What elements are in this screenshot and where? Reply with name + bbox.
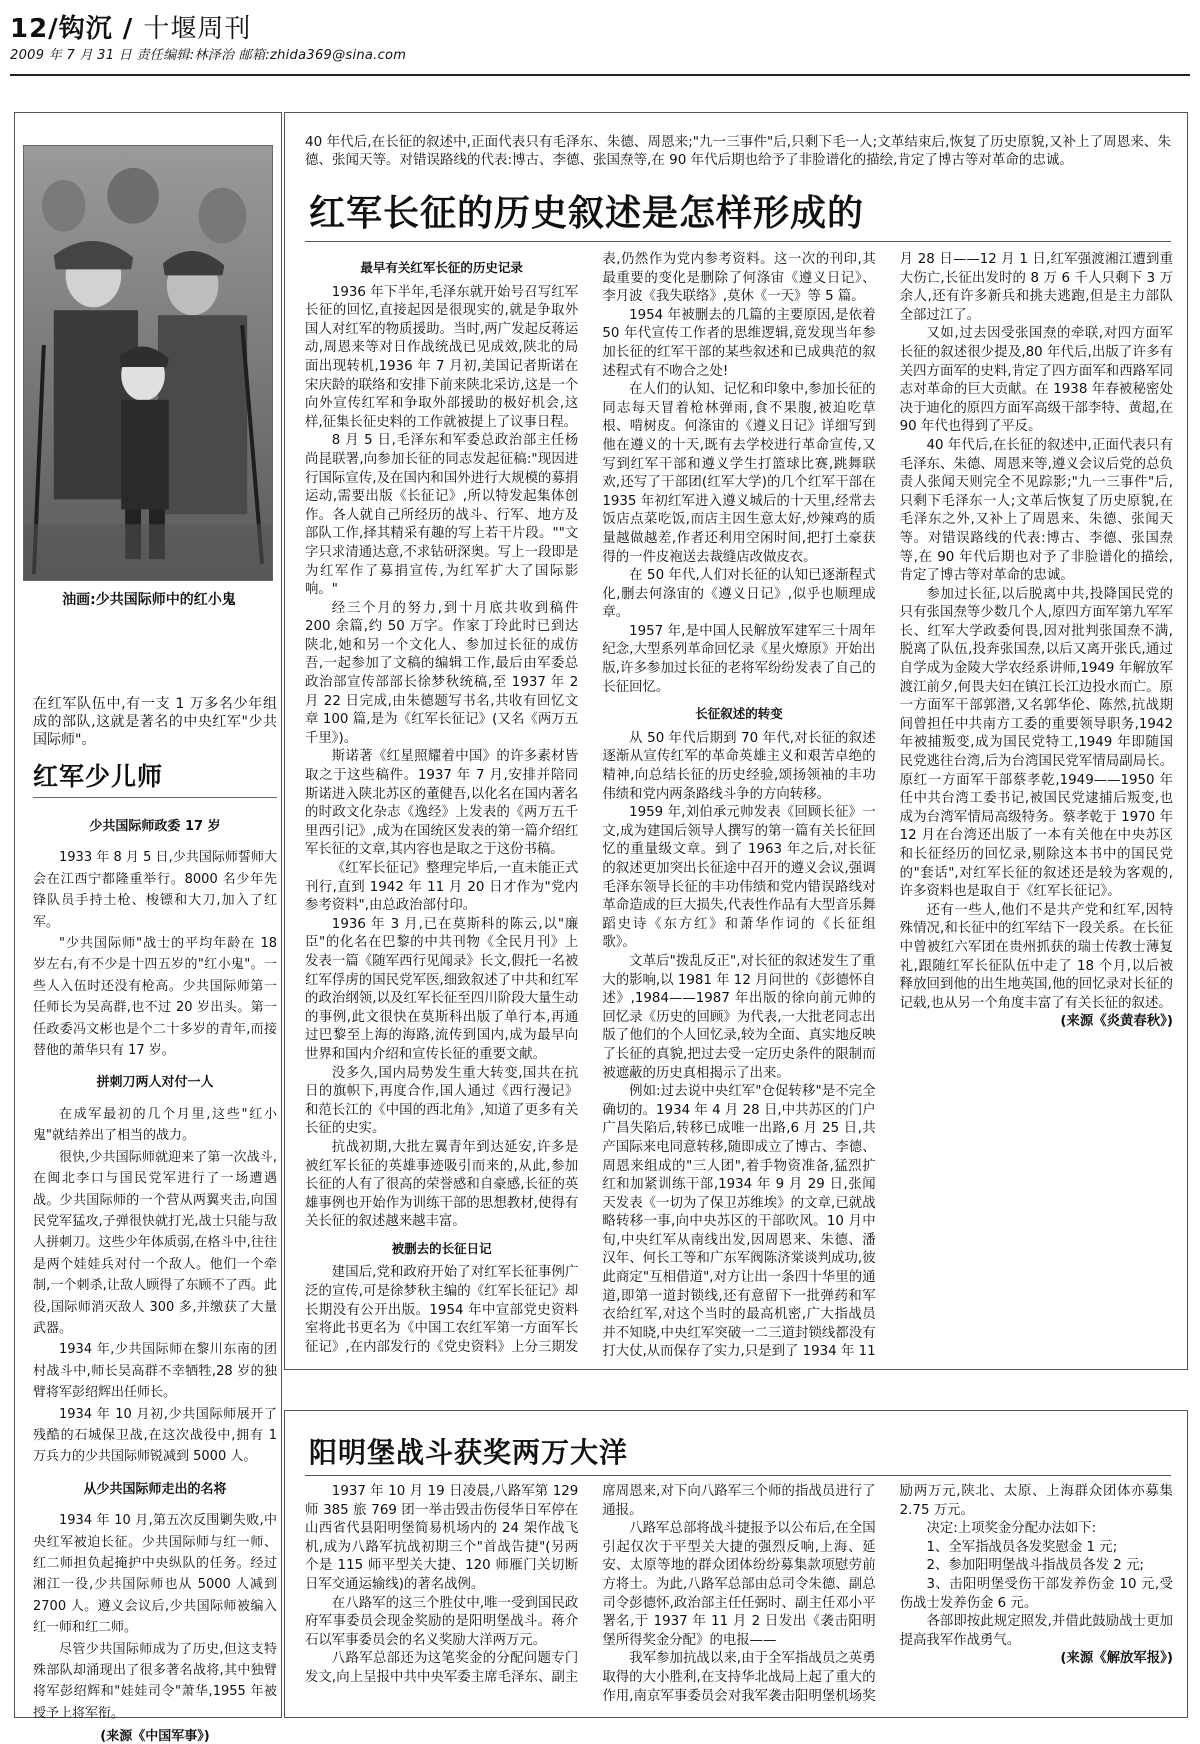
paragraph: 40 年代后,在长征的叙述中,正面代表只有毛泽东、朱德、周恩来等,遵义会议后党的总负责人张闻天则完全不见踪影;"九一三事件"后,只剩下毛泽东一人;文革后恢复了历史原貌,在毛泽东之外,又补上了周恩来、朱德、张闻天等。对错误路线的代表:博古、李德、张国焘等,在 90 年代后期也对予了非脸谱化的描绘,肯定了博古等对革命的忠诚。 [899,437,1173,584]
paragraph: 1954 年被删去的几篇的主要原因,是依着 50 年代宣传工作者的思维逻辑,竟发现当年参加长征的红军干部的某些叙述和已成典范的叙述程式有不吻合之处! [602,307,876,379]
paragraph: 建国后,党和政府开始了对红军长征事例广泛的宣传,可是徐梦秋主编的《红军长征记》却长期没有公开出版。1954 年中宣部党史资料室将此书更名为《中国工农红军第一方面军长征记》,在内部发行的《党史资料》上分三期发表,仍然作为党内参考资料。这一次的刊印,其最重要的变化是删除了何涤宙《遵义日记》、李月波《我失联络》,莫休《一天》等 5 篇。 [305,252,876,1355]
paragraph: 八路军总部还为这笔奖金的分配问题专门发文,向上呈报中共中央军委主席毛泽东、副主席周恩来,对下向八路军三个师的指战员进行了通报。 [305,1484,876,1685]
main-article [284,112,1188,1370]
issue-meta: 2009 年 7 月 31 日 责任编辑:林泽治 邮箱:zhida369@sina.com [10,48,407,63]
left-column-article [14,112,282,1744]
paragraph: 很快,少共国际师就迎来了第一次战斗,在闽北李口与国民党军进行了一场遭遇战。少共国际师的一个营从两翼夹击,向国民党军猛攻,子弹很快就打光,战士只能与敌人拼刺刀。这些少年体质弱,在格斗中,往往是两个娃娃兵对付一个敌人。他们一个牵制,一个刺杀,让敌人顾得了东顾不了西。此役,国际师消灭敌人 300 多,并缴获了大量武器。 [33,1149,277,1336]
paragraph: 1936 年 3 月,已在莫斯科的陈云,以"廉臣"的化名在巴黎的中共刊物《全民月刊》上发表一篇《随军西行见闻录》长文,假托一名被红军俘虏的国民党军医,细致叙述了中共和红军的政治纲领,以及红军长征至四川阶段大量生动的事例,此文很快在莫斯科出版了单行本,再通过巴黎至上海的海路,流传到国内,成为最早向世界和国内介绍和宣传长征的重要文献。 [305,916,579,1062]
paragraph: 1959 年,刘伯承元帅发表《回顾长征》一文,成为建国后领导人撰写的第一篇有关长征回忆的重量级文章。到了 1963 年之后,对长征的叙述更加突出长征途中召开的遵义会议,强调毛泽东领导长征的丰功伟绩和党内错误路线对革命造成的巨大损失,代表性作品有大型音乐舞蹈史诗《东方红》和萧华作词的《长征组歌》。 [602,805,876,951]
article-headline: 阳明堡战斗获奖两万大洋 [309,1436,629,1469]
section-heading: 最早有关红军长征的历史记录 [360,260,523,275]
article-headline: 红军少儿师 [33,762,164,791]
paragraph: 1934 年 10 月初,少共国际师展开了残酷的石城保卫战,在这次战役中,拥有 1 万兵力的少共国际师锐减到 5000 人。 [33,1406,277,1465]
section-heading: 少共国际师政委 17 岁 [89,819,221,834]
source-note: (来源《解放军报》) [1060,1651,1173,1667]
article-body [33,805,277,1744]
section-name: 钩沉 [58,14,113,44]
paragraph: 文革后"拨乱反正",对长征的叙述发生了重大的影响,以 1981 年 12 月问世的《彭德怀自述》,1984——1987 年出版的徐向前元帅的回忆录《历史的回顾》为代表,一大批老同志出版了他们的个人回忆录,较为全面、真实地反映了长征的真貌,把过去受一定历史条件的限制而被遮蔽的历史真相揭示了出来。 [602,953,876,1081]
oil-painting-image [23,145,273,581]
paragraph: 1937 年 10 月 19 日凌晨,八路军第 129 师 385 旅 769 团一举击毁击伤侵华日军停在山西省代县阳明堡简易机场内的 24 架作战飞机,成为八路军抗战初期三个"首战告捷"(另两个是 115 师平型关大捷、120 师雁门关切断日军交通运输线)的著名战例。 [305,1484,579,1592]
paragraph: 各部即按此规定照发,并借此鼓励战士更加提高我军作战勇气。 [899,1614,1173,1648]
paragraph: 例如:过去说中央红军"仓促转移"是不完全确切的。1934 年 4 月 28 日,中共苏区的门户广昌失陷后,转移已成唯一出路,6 月 25 日,共产国际来电同意转移,随即成立了博古、李德、周恩来组成的"三人团",着手物资准备,猛烈扩红和加紧训练干部,1934 年 9 月 29 日,张闻天发表《一切为了保卫苏维埃》的文章,已就战略转移一事,向中央苏区的干部吹风。10 月中旬,中央红军从南线出发,因周恩来、朱德、潘汉年、何长工等和广东军阀陈济棠谈判成功,彼此商定"互相借道",对方让出一条四十华里的通道,即第一道封锁线,还有意留下一批弹药和军衣给红军,对这个当时的最高机密,广大指战员并不知晓,中央红军突破一二三道封锁线都没有打大仗,从而保存了实力,只是到了 1934 年 11 月 28 日——12 月 1 日,红军强渡湘江遭到重大伤亡,长征出发时的 8 万 6 千人只剩下 3 万余人,还有许多新兵和挑夫逃跑,但是主力部队全部过江了。 [602,252,1173,1360]
headline-rule [305,1475,1171,1476]
paragraph: 斯诺著《红星照耀着中国》的许多素材皆取之于这些稿件。1937 年 7 月,安排并陪同斯诺进入陕北苏区的董健吾,以化名在国内著名的时政文化杂志《逸经》上发表的《两万五千里西引记》,成为在国统区发表的第一篇介绍红军长征的文章,其内容也是取之于这份书稿。 [305,749,579,858]
page-number: 12/ [10,14,59,44]
paragraph: 在八路军的这三个胜仗中,唯一受到国民政府军事委员会现金奖励的是阳明堡战斗。蒋介石以军事委员会的名义奖励大洋两万元。 [305,1595,579,1648]
article-lead: 40 年代后,在长征的叙述中,正面代表只有毛泽东、朱德、周恩来;"九一三事件"后,只剩下毛一人;文革结束后,恢复了历史原貌,又补上了周恩来、朱德、张闻天等。对错误路线的代表:博古、李德、张国焘等,在 90 年代后期也给予了非脸谱化的描绘,肯定了博古等对革命的忠诚。 [305,134,1171,168]
article-body [305,1483,1173,1715]
paragraph: 参加过长征,以后脱离中共,投降国民党的只有张国焘等少数几个人,原四方面军第九军军长、红军大学政委何畏,因对批判张国焘不满,脱离了队伍,投奔张国焘,以后又离开张氏,通过自学成为金陵大学农经系讲师,1949 年解放军渡江前夕,何畏夫妇在镇江长江边投水而亡。原一方面军干部郭潜,又名郭华伦、陈然,抗战期间曾担任中共南方工委的重要领导职务,1942 年被捕叛变,成为国民党特工,1949 年即随国民党逃往台湾,后为台湾国民党军情局副局长。原红一方面军干部蔡孝乾,1949——1950 年任中共台湾工委书记,被国民党逮捕后叛变,也成为台湾军情局高级特务。蔡孝乾于 1970 年 12 月在台湾还出版了一本有关他在中央苏区和长征经历的回忆录,剔除这本书中的国民党的"套话",对红军长征的叙述还是较为客观的,许多资料也是取自于《红军长征记》。 [899,586,1173,900]
paragraph: 八路军总部将战斗捷报予以公布后,在全国引起仅次于平型关大捷的强烈反响,上海、延安、太原等地的群众团体纷纷募集款项慰劳前方将士。为此,八路军总部由总司令朱德、副总司令彭德怀,政治部主任任弼时、副主任邓小平署名,于 1937 年 11 月 2 日发出《袭击阳明堡所得奖金分配》的电报—— [602,1521,876,1648]
paragraph: 1934 年 10 月,第五次反围剿失败,中央红军被迫长征。少共国际师与红一师、红二师担负起掩护中央纵队的任务。经过湘江一役,少共国际师也从 5000 人减到 2700 人。遵义会议后,少共国际师被编入红一师和红二师。 [33,1513,277,1636]
page-title [10,8,251,45]
masthead-rule [10,74,1190,76]
section-heading: 被删去的长征日记 [391,1240,492,1256]
article-intro: 在红军队伍中,有一支 1 万多名少年组成的部队,这就是著名的中央红军"少共国际师"。 [33,696,277,748]
section-heading: 拼刺刀两人对付一人 [96,1075,214,1091]
painting-illustration [24,146,272,580]
paragraph: 1936 年下半年,毛泽东就开始号召写红军长征的回忆,直接起因是很现实的,就是争取外国人对红军的物质援助。当时,两广发起反蒋运动,周恩来等对日作战统战已见成效,陕北的局面出现转机,1936 年 7 月初,美国记者斯诺在宋庆龄的联络和安排下前来陕北采访,这是一个向外宣传红军和争取外部援助的极好机会,这样,征集长征史料的工作就被提上了议事日程。 [305,284,579,430]
paper-name: 十堰周刊 [143,14,252,44]
paragraph: 8 月 5 日,毛泽东和军委总政治部主任杨尚昆联署,向参加长征的同志发起征稿:"现因进行国际宣传,及在国内和国外进行大规模的募捐运动,需要出版《长征记》,所以特发起集体创作。各人就自己所经历的战斗、行军、地方及部队工作,择其精采有趣的写上若干片段。""文字只求清通达意,不求钻研深奥。写上一段即是为红军作了募捐宣传,为红军扩大了国际影响。" [305,433,579,598]
paragraph: 我军参加抗战以来,由于全军指战员之英勇取得的大小胜利,在支持华北战局上起了重大的作用,南京军事委员会对我军袭击阳明堡机场奖励两万元,陕北、太原、上海群众团体亦募集 2.75 万元。 [602,1484,1173,1704]
paragraph: 1933 年 8 月 5 日,少共国际师誓师大会在江西宁都隆重举行。8000 名少年先锋队员手持土枪、梭镖和大刀,加入了红军。 [33,850,277,930]
paragraph: 在人们的认知、记忆和印象中,参加长征的同志每天冒着枪林弹雨,食不果腹,被迫吃草根、啃树皮。何涤宙的《遵义日记》详细写到他在遵义的十天,既有去学校进行革命宣传,又写到红军干部和遵义学生打篮球比赛,跳舞联欢,还写了干部团(红军大学)的几个红军干部在 1935 年初红军进入遵义城后的十天里,经常去饭店点菜吃饭,而店主因生意太好,炒辣鸡的质量越做越差,作者还利用空闲时间,把打土豪获得的一件皮袍送去裁缝店改做皮衣。 [602,382,876,565]
headline-rule [33,797,277,798]
paragraph: 尽管少共国际师成为了历史,但这支特殊部队却涌现出了很多著名战将,其中独臂将军彭绍辉和"娃娃司令"萧华,1955 年被授予上将军衔。 [33,1641,277,1721]
photo-caption: 油画:少共国际师中的红小鬼 [62,592,236,608]
article-headline: 红军长征的历史叙述是怎样形成的 [309,193,865,234]
title-separator: / [112,14,144,44]
paragraph: "少共国际师"战士的平均年龄在 18 岁左右,有不少是十四五岁的"红小鬼"。一些人入伍时还没有枪高。少共国际师第一任师长为吴高群,也不过 20 岁出头。第一任政委冯文彬也是个二十多岁的青年,而接替他的萧华只有 17 岁。 [33,936,277,1059]
paragraph: 1、全军指战员各发奖慰金 1 元; [926,1539,1118,1555]
paragraph: 2、参加阳明堡战斗指战员各发 2 元; [926,1558,1144,1574]
headline-rule [305,241,1171,242]
paragraph: 又如,过去因受张国焘的牵联,对四方面军长征的叙述很少提及,80 年代后,出版了许多有关四方面军的史料,肯定了四方面军和西路军同志对革命的巨大贡献。在 1938 年春被秘密处决于迪化的原四方面军高级干部李特、黄超,在 90 年代也得到了平反。 [899,326,1173,435]
paragraph: 还有一些人,他们不是共产党和红军,因特殊情况,和长征中的红军结下一段关系。在长征中曾被红六军团在贵州抓获的瑞士传教士薄复礼,跟随红军长征队伍中走了 18 个月,以后被释放回到他的出生地英国,他的回忆录对长征的记载,也从另一个角度丰富了有关长征的叙述。 [899,902,1173,1011]
paragraph: 在成军最初的几个月里,这些"红小鬼"就结养出了相当的战力。 [33,1106,277,1144]
source-note: (来源《炎黄春秋》) [1060,1014,1173,1030]
section-heading: 从少共国际师走出的名将 [83,1481,227,1497]
paragraph: 1934 年,少共国际师在黎川东南的团村战斗中,师长吴高群不幸牺牲,28 岁的独臂将军彭绍辉出任师长。 [33,1342,277,1401]
paragraph: 决定:上项奖金分配办法如下: [926,1521,1097,1537]
paragraph: 没多久,国内局势发生重大转变,国共在抗日的旗帜下,再度合作,国人通过《西行漫记》和范长江的《中国的西北角》,知道了更多有关长征的史实。 [305,1065,579,1137]
paragraph: 经三个月的努力,到十月底共收到稿件 200 余篇,约 50 万字。作家丁玲此时已到达陕北,她和另一个文化人、参加过长征的成仿吾,一起参加了文稿的编辑工作,最后由军委总政治部宣传部部长徐梦秋统稿,至 1937 年 2 月 22 日完成,由朱德题写书名,共收有回忆文章 100 篇,是为《红军长征记》(又名《两万五千里》)。 [305,600,579,746]
bottom-article [284,1410,1188,1718]
section-heading: 长征叙述的转变 [695,706,783,722]
paragraph: 在 50 年代,人们对长征的认知已逐渐程式化,删去何涤宙的《遵义日记》,似乎也顺理成章。 [602,568,876,621]
masthead [10,4,1190,76]
paragraph: 从 50 年代后期到 70 年代,对长征的叙述逐渐从宣传红军的革命英雄主义和艰苦卓绝的精神,向总结长征的历史经验,颂扬领袖的丰功伟绩和党内两条路线斗争的方向转移。 [602,730,876,802]
paragraph: 3、击阳明堡受伤干部发养伤金 10 元,受伤战士发养伤金 6 元。 [899,1576,1173,1611]
article-body [305,251,1173,1367]
paragraph: 《红军长征记》整理完毕后,一直未能正式刊行,直到 1942 年 11 月 20 日才作为"党内参考资料",由总政治部付印。 [305,861,579,914]
paragraph: 1957 年,是中国人民解放军建军三十周年纪念,大型系列革命回忆录《星火燎原》开始出版,许多参加过长征的老将军纷纷发表了自己的长征回忆。 [602,623,876,695]
source-note: (来源《中国军事》) [100,1729,210,1744]
paragraph: 抗战初期,大批左翼青年到达延安,许多是被红军长征的英雄事迹吸引而来的,从此,参加长征的人有了很高的荣誉感和自豪感,长征的英雄事例也开始作为训练干部的思想教材,使得有关长征的叙述越来越丰富。 [305,1139,579,1230]
